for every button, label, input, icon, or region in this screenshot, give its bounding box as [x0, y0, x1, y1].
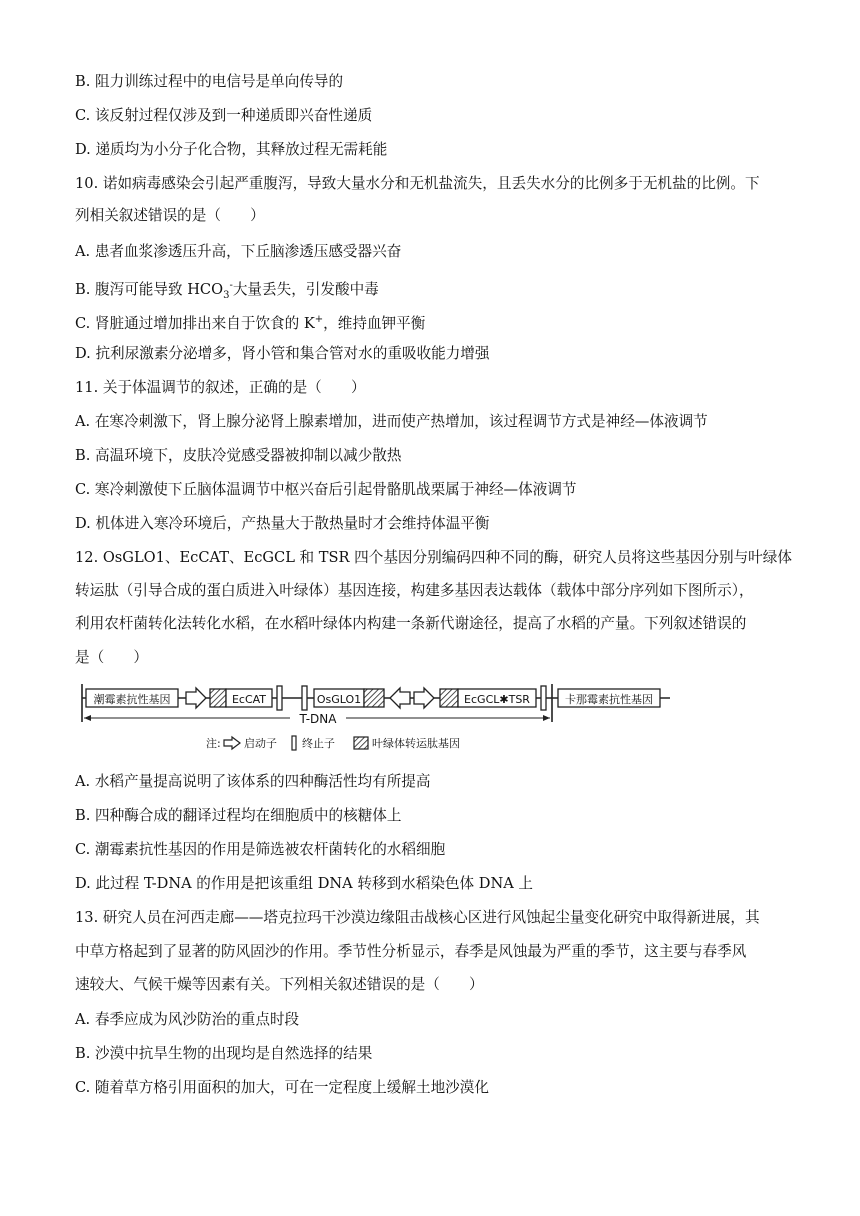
hygromycin-gene-label: 潮霉素抗性基因: [93, 693, 171, 706]
question-13-stem: 13. 研究人员在河西走廊——塔克拉玛干沙漠边缘阻击战核心区进行风蚀起尘量变化研究中取得新进展，其: [75, 909, 760, 926]
option-13b: B. 沙漠中抗旱生物的出现均是自然选择的结果: [75, 1045, 373, 1062]
kanamycin-gene-box: [558, 689, 660, 707]
question-12-stem-cont-1: 转运肽（引导合成的蛋白质进入叶绿体）基因连接，构建多基因表达载体（载体中部分序列如下图所示），: [75, 582, 754, 599]
option-10c-sup: +: [314, 314, 324, 325]
hygromycin-gene-box: [86, 689, 178, 707]
option-10c-text-2: ，维持血钾平衡: [323, 314, 426, 332]
legend-prefix: 注:: [206, 737, 221, 750]
terminator-3: [541, 686, 546, 710]
ecgcl-tsr-gene-label: EcGCL✱TSR: [464, 693, 530, 706]
option-9c: C. 该反射过程仅涉及到一种递质即兴奋性递质: [75, 107, 373, 124]
question-11-stem: 11. 关于体温调节的叙述，正确的是（ ）: [75, 379, 366, 396]
option-10c: [75, 310, 800, 334]
legend-terminator-icon: [292, 736, 296, 750]
legend-transit-icon: [354, 737, 368, 749]
option-12c: C. 潮霉素抗性基因的作用是筛选被农杆菌转化的水稻细胞: [75, 841, 446, 858]
osglo1-gene-box: [314, 689, 364, 707]
legend-transit-label: 叶绿体转运肽基因: [372, 737, 460, 750]
option-13c: C. 随着草方格引用面积的加大，可在一定程度上缓解土地沙漠化: [75, 1079, 489, 1096]
eccat-gene-label: EcCAT: [231, 693, 267, 706]
promoter-arrow-1: [186, 688, 206, 708]
option-10b-text-2: 大量丢失，引发酸中毒: [232, 280, 379, 298]
option-10b-sup: -: [229, 280, 233, 291]
option-12d: D. 此过程 T-DNA 的作用是把该重组 DNA 转移到水稻染色体 DNA 上: [75, 875, 533, 892]
option-9d: D. 递质均为小分子化合物，其释放过程无需耗能: [75, 141, 388, 158]
question-10-stem-cont: 列相关叙述错误的是（ ）: [75, 207, 265, 224]
tdna-span: [84, 711, 550, 726]
legend-promoter-icon: [224, 737, 240, 749]
option-10b-text-1: B. 腹泻可能导致 HCO: [75, 280, 224, 298]
option-12a: A. 水稻产量提高说明了该体系的四种酶活性均有所提高: [75, 773, 431, 790]
promoter-arrow-left: [390, 688, 410, 708]
option-11d: D. 机体进入寒冷环境后，产热量大于散热量时才会维持体温平衡: [75, 515, 490, 532]
option-10c-text-1: C. 肾脏通过增加排出来自于饮食的 K: [75, 314, 315, 332]
option-10b-sub: 3: [223, 289, 230, 301]
option-10b: [75, 276, 800, 306]
transit-peptide-gene-3: [440, 689, 458, 707]
kanamycin-gene-label: 卡那霉素抗性基因: [565, 693, 653, 706]
option-9b: B. 阻力训练过程中的电信号是单向传导的: [75, 73, 344, 90]
question-13-stem-cont-1: 中草方格起到了显著的防风固沙的作用。季节性分析显示，春季是风蚀最为严重的季节，这主要与春季风: [75, 943, 747, 960]
option-11a: A. 在寒冷刺激下，肾上腺分泌肾上腺素增加，进而使产热增加，该过程调节方式是神经—体液调节: [75, 413, 708, 430]
osglo1-gene-label: OsGLO1: [316, 693, 362, 706]
promoter-arrow-right: [414, 688, 434, 708]
question-13-stem-cont-2: 速较大、气候干燥等因素有关。下列相关叙述错误的是（ ）: [75, 976, 484, 993]
question-10-stem: 10. 诺如病毒感染会引起严重腹泻，导致大量水分和无机盐流失，且丢失水分的比例多于无机盐的比例。下: [75, 175, 760, 192]
terminator-1: [277, 686, 282, 710]
question-12-stem-cont-3: 是（ ）: [75, 649, 148, 666]
option-13a: A. 春季应成为风沙防治的重点时段: [75, 1011, 300, 1028]
transit-peptide-gene-1: [210, 689, 226, 707]
option-11c: C. 寒冷刺激使下丘脑体温调节中枢兴奋后引起骨骼肌战栗属于神经—体液调节: [75, 481, 577, 498]
vector-diagram: [78, 678, 678, 758]
option-10a: A. 患者血浆渗透压升高，下丘脑渗透压感受器兴奋: [75, 243, 402, 260]
legend-terminator-label: 终止子: [302, 737, 335, 750]
terminator-2: [302, 686, 307, 710]
tdna-label: T-DNA: [299, 712, 337, 726]
diagram-legend: [206, 736, 460, 750]
legend-promoter-label: 启动子: [244, 737, 277, 750]
question-12-stem: 12. OsGLO1、EcCAT、EcGCL 和 TSR 四个基因分别编码四种不同的酶，研究人员将这些基因分别与叶绿体: [75, 549, 792, 566]
option-11b: B. 高温环境下，皮肤冷觉感受器被抑制以减少散热: [75, 447, 402, 464]
option-10d: D. 抗利尿激素分泌增多，肾小管和集合管对水的重吸收能力增强: [75, 345, 490, 362]
option-12b: B. 四种酶合成的翻译过程均在细胞质中的核糖体上: [75, 807, 402, 824]
question-12-stem-cont-2: 利用农杆菌转化法转化水稻，在水稻叶绿体内构建一条新代谢途径，提高了水稻的产量。下列叙述错误的: [75, 615, 747, 632]
ecgcl-tsr-gene-box: [458, 689, 536, 707]
transit-peptide-gene-2: [364, 689, 384, 707]
eccat-gene-box: [226, 689, 272, 707]
